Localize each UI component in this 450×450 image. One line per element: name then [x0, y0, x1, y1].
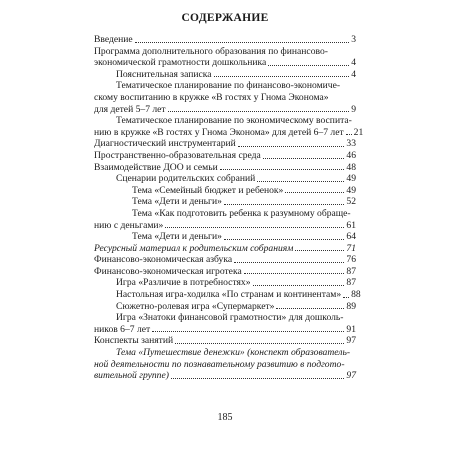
toc-entry-text: Программа дополнительного образования по финансово- [94, 45, 328, 57]
toc-entry-text: экономической грамотности дошкольника [94, 57, 267, 69]
toc-page-number: 97 [346, 335, 356, 347]
toc-entry-text: для детей 5–7 лет [94, 103, 166, 115]
toc-entry-text: Финансово-экономическая игротека [94, 265, 242, 277]
toc-entry-text: Тема «Дети и деньги» [132, 231, 222, 243]
toc-entry-role-game [94, 301, 356, 313]
toc-entry-text: Тематическое планирование по финансово-экономиче- [116, 80, 341, 92]
page-title: СОДЕРЖАНИЕ [181, 12, 269, 24]
toc-entry-text: Конспекты занятий [94, 335, 174, 347]
toc-entry-introduction [94, 34, 356, 46]
toc-page-number: 89 [346, 300, 356, 312]
toc-entry-text: скому воспитанию в кружке «В гостях у Гнома Эконома» [94, 91, 329, 103]
toc-page-number: 76 [346, 254, 356, 266]
toc-entry-games-library [94, 266, 356, 278]
toc-entry-diagnostics [94, 138, 356, 150]
dot-leader [175, 343, 344, 344]
toc-entry-text: Тема «Дети и деньги» [132, 196, 222, 208]
toc-entry-explanatory-note [94, 69, 356, 81]
toc-page-number: 61 [346, 219, 356, 231]
toc-entry-text: Тематическое планирование по экономическому воспита- [116, 115, 352, 127]
toc-entry-game-needs [94, 277, 356, 289]
toc-page-number: 46 [346, 149, 356, 161]
toc-entry-thematic-planning-6-7 [94, 115, 364, 138]
toc-entry-text: Ресурсный материал к родительским собраниям [94, 242, 294, 254]
toc-entry-children-money-1 [94, 196, 356, 208]
toc-page-number: 71 [346, 242, 356, 254]
toc-entry-family [94, 162, 356, 174]
toc-page-number: 4 [351, 68, 356, 80]
toc-page-number: 87 [346, 277, 356, 289]
toc-entry-program [94, 46, 356, 69]
dot-leader [238, 146, 345, 147]
toc-entry-lesson-notes [94, 335, 356, 347]
dot-leader [257, 181, 344, 182]
dot-leader [295, 250, 344, 251]
toc-entry-text: Взаимодействие ДОО и семьи [94, 161, 218, 173]
toc-entry-family-budget [94, 185, 356, 197]
toc-entry-text: Игра «Знатоки финансовой грамотности» для дошколь- [116, 312, 344, 324]
toc-entry-resource-material [94, 243, 356, 255]
toc-page-number: 52 [346, 196, 356, 208]
toc-entry-money-journey [94, 347, 356, 382]
dot-leader [214, 76, 350, 77]
toc-entry-parent-meetings [94, 173, 356, 185]
toc-entry-text: ной деятельности по познавательному развитию в подгото- [94, 358, 345, 370]
toc-page-number: 48 [346, 161, 356, 173]
toc-entry-text: вительной группе) [94, 370, 169, 382]
toc-entry-abc [94, 254, 356, 266]
toc-page-number: 91 [346, 323, 356, 335]
toc-entry-text: ников 6–7 лет [94, 323, 151, 335]
dot-leader [220, 169, 345, 170]
dot-leader [224, 239, 345, 240]
toc-entry-text: Тема «Как подготовить ребенка к разумному обраще- [132, 207, 351, 219]
toc-entry-prepare-child [94, 208, 356, 231]
toc-entry-text: нию в кружке «В гостях у Гнома Эконома» для детей 6–7 лет [94, 126, 344, 138]
toc-page-number: 9 [351, 103, 356, 115]
toc-page-number: 21 [353, 126, 364, 138]
dot-leader [165, 227, 344, 228]
toc-page-number: 3 [351, 34, 356, 45]
dot-leader [244, 273, 345, 274]
toc-entry-board-game [94, 289, 361, 301]
toc-entry-text: Введение [94, 34, 133, 45]
toc-entry-text: Тема «Семейный бюджет и ребенок» [132, 184, 284, 196]
toc-page-number: 4 [351, 57, 356, 69]
toc-page-number: 87 [346, 265, 356, 277]
dot-leader [268, 65, 349, 66]
table-of-contents [94, 34, 364, 382]
toc-entry-text: Финансово-экономическая азбука [94, 254, 233, 266]
toc-entry-children-money-2 [94, 231, 356, 243]
toc-entry-text: Пояснительная записка [116, 68, 212, 80]
toc-page-number: 64 [346, 231, 356, 243]
toc-page-number: 33 [346, 138, 356, 150]
dot-leader [234, 262, 344, 263]
dot-leader [346, 134, 352, 135]
dot-leader [171, 378, 344, 379]
dot-leader [263, 158, 345, 159]
toc-entry-text: Настольная игра-ходилка «По странам и континентам» [116, 289, 342, 301]
dot-leader [152, 331, 344, 332]
toc-page-number: 88 [351, 289, 361, 301]
dot-leader [168, 111, 350, 112]
toc-entry-thematic-planning-5-7 [94, 80, 356, 115]
toc-entry-environment [94, 150, 356, 162]
dot-leader [343, 297, 349, 298]
dot-leader [135, 42, 350, 43]
toc-entry-text: Сценарии родительских собраний [116, 173, 256, 185]
dot-leader [253, 285, 345, 286]
toc-entry-text: Игра «Различие в потребностях» [116, 277, 251, 289]
dot-leader [224, 204, 345, 205]
dot-leader [285, 192, 344, 193]
toc-page-number: 49 [346, 184, 356, 196]
toc-entry-text: нию с деньгами» [94, 219, 164, 231]
toc-entry-text: Пространственно-образовательная среда [94, 149, 261, 161]
page-footer-number: 185 [217, 412, 233, 423]
dot-leader [276, 308, 344, 309]
toc-entry-text: Тема «Путешествие денежки» (конспект образователь- [116, 347, 351, 359]
toc-page-number: 49 [346, 173, 356, 185]
toc-entry-game-experts [94, 312, 356, 335]
toc-page-number: 97 [346, 370, 356, 382]
toc-entry-text: Диагностический инструментарий [94, 138, 236, 150]
toc-entry-text: Сюжетно-ролевая игра «Супермаркет» [116, 300, 275, 312]
